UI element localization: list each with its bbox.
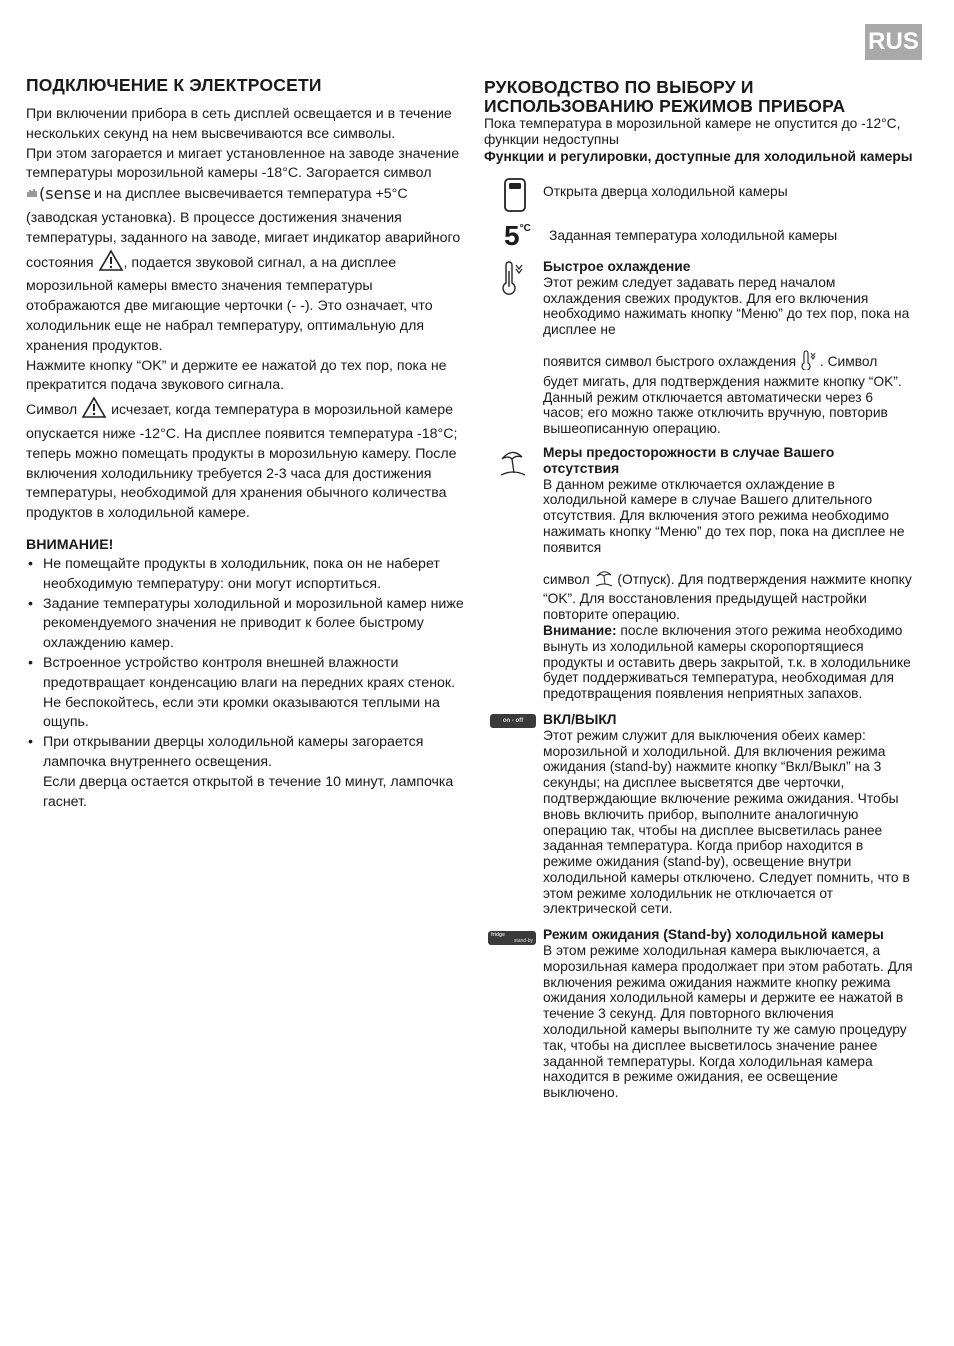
list-item: • Не помещайте продукты в холодильник, пока он не наберет необходимую температуру: они могут испортиться.: [26, 555, 466, 595]
function-title: ВКЛ/ВЫКЛ: [543, 711, 617, 727]
temperature-display-icon: $5^{^\circ C}$: [504, 220, 531, 251]
intro-text: Пока температура в морозильной камере не опустится до -12°С, функции недоступны: [484, 116, 901, 147]
warning-list: [26, 555, 466, 812]
function-title: Быстрое охлаждение: [543, 259, 691, 274]
text: Символ: [26, 402, 78, 419]
left-column: [26, 76, 466, 812]
function-title: Меры предосторожности в случае Вашего отсутствия: [543, 444, 835, 476]
paragraph: [26, 145, 466, 357]
text: и на дисплее высвечивается температура +5°С (заводская установка). В процессе достижения значения температуры, заданного на заводе, мигает индикатор аварийного состояния: [26, 186, 461, 271]
function-text: Этот режим служит для выключения обеих камер: морозильной и холодильной. Для включения режима ожидания (stand-by) нажмите кнопку “Вкл/Выкл” на 3 секунды; на дисплее высветятся две черточки, подтверждающие включение режима ожидания. Чтобы вновь включить прибор, выполните аналогичную операцию так, чтобы на дисплее высветилась ранее заданная температура. Когда прибор находится в режиме ожидания (stand-by), освещение внутри холодильной камеры отключено. Следует помнить, что в этом режиме холодильник не отключается от электрической сети.: [543, 727, 910, 917]
function-text: Внимание: после включения этого режима необходимо вынуть из холодильной камеры скоропортящиеся продукты и оставить дверь закрытой, т.к. в холодильнике будет поддерживаться температура, необходимая для предотвращения появления неприятных запахов.: [543, 622, 911, 702]
holiday-icon: [498, 447, 528, 484]
list-item: • Задание температуры холодильной и морозильной камер ниже рекомендуемого значения не приводит к более быстрому охлаждению камер.: [26, 595, 466, 654]
text: При этом загорается и мигает установленное на заводе значение температуры морозильной камеры -18°С. Загорается символ: [26, 145, 460, 182]
function-fridge-standby: [484, 927, 914, 1101]
on-off-button-icon: on - off: [490, 714, 536, 728]
alarm-triangle-icon: [98, 249, 124, 278]
function-door-open: [484, 183, 914, 215]
paragraph: [26, 396, 466, 524]
paragraph: При включении прибора в сеть дисплей освещается и в течение нескольких секунд на нем высвечиваются все символы.: [26, 106, 452, 142]
function-holiday: [484, 445, 914, 702]
function-text: В этом режиме холодильная камера выключается, а морозильная камера продолжает при этом работать. Для включения режима ожидания нажмите кнопку режима ожидания холодильной камеры и держите ее нажатой в течение 3 секунд. Для повторного включения холодильной камеры выполните ту же самую процедуру так, чтобы на дисплее высветилось значение ранее заданной температуры. Когда холодильная камера находится в режиме ожидания, ее освещение выключено.: [543, 943, 913, 1101]
text: , подается звуковой сигнал, а на дисплее морозильной камеры вместо значения температуры отображаются две мигающие черточки (- -). Это означает, что холодильник еще не набрал температуру, оптимальную для хранения продуктов.: [26, 254, 433, 354]
list-item: [26, 733, 466, 812]
holiday-icon: [594, 568, 614, 592]
sense-icon: [26, 184, 90, 209]
text: При открывании дверцы холодильной камеры загорается лампочка внутреннего освещения.: [43, 734, 424, 770]
functions-subtitle: Функции и регулировки, доступные для холодильной камеры: [484, 149, 913, 164]
function-set-temperature: [484, 220, 914, 259]
function-text: Этот режим следует задавать перед началом охлаждения свежих продуктов. Для его включения необходимо нажимать кнопку “Меню” до тех пор, пока на дисплее не: [543, 274, 910, 338]
right-column: [484, 78, 914, 1101]
warning-title: ВНИМАНИЕ!: [26, 536, 114, 553]
language-badge: RUS: [865, 24, 922, 60]
svg-text:(sense: (sense: [39, 184, 90, 203]
function-on-off: [484, 712, 914, 917]
function-label: Открыта дверца холодильной камеры: [543, 184, 788, 199]
alarm-triangle-icon: [81, 396, 107, 425]
paragraph: Нажмите кнопку “OK” и держите ее нажатой до тех пор, пока не прекратится подача звукового сигнала.: [26, 357, 447, 394]
function-text: появится символ быстрого охлаждения . Символ будет мигать, для подтверждения нажмите кнопку “OK”. Данный режим отключается автоматически через 6 часов; его можно также отключить вручную, повторив вышеописанную операцию.: [543, 350, 914, 437]
function-text: символ (Отпуск). Для подтверждения нажмите кнопку “OK”. Для восстановления предыдущей настройки повторите операцию.: [543, 568, 914, 623]
fast-cooling-icon: [500, 261, 526, 300]
section-title-modes: РУКОВОДСТВО ПО ВЫБОРУ И ИСПОЛЬЗОВАНИЮ РЕЖИМОВ ПРИБОРА: [484, 77, 846, 116]
text: исчезает, когда температура в морозильной камере опускается ниже -12°С. На дисплее появится температура -18°С; теперь можно помещать продукты в морозильную камеру. После включения холодильнику требуется 2-3 часа для достижения температуры, необходимой для хранения обычного количества продуктов в холодильной камере.: [26, 402, 458, 522]
function-title: Режим ожидания (Stand-by) холодильной камеры: [543, 927, 884, 943]
door-open-icon: [504, 178, 526, 217]
list-item: • Встроенное устройство контроля внешней влажности предотвращает конденсацию влаги на передних краях стенок. Не беспокойтесь, если эти кромки оказываются теплыми на ощупь.: [26, 654, 466, 733]
section-title-connection: ПОДКЛЮЧЕНИЕ К ЭЛЕКТРОСЕТИ: [26, 75, 322, 95]
function-fast-cooling: [484, 259, 914, 437]
function-label: Заданная температура холодильной камеры: [549, 228, 838, 243]
fast-cooling-icon: [800, 350, 820, 374]
function-text: В данном режиме отключается охлаждение в холодильной камере в случае Вашего длительного отсутствия. Для включения этого режима необходимо нажимать кнопку “Меню” до тех пор, пока на дисплее не появится: [543, 476, 905, 555]
fridge-standby-button-icon: fridge stand-by: [488, 931, 536, 945]
text: Если дверца остается открытой в течение 10 минут, лампочка гаснет.: [43, 773, 454, 810]
